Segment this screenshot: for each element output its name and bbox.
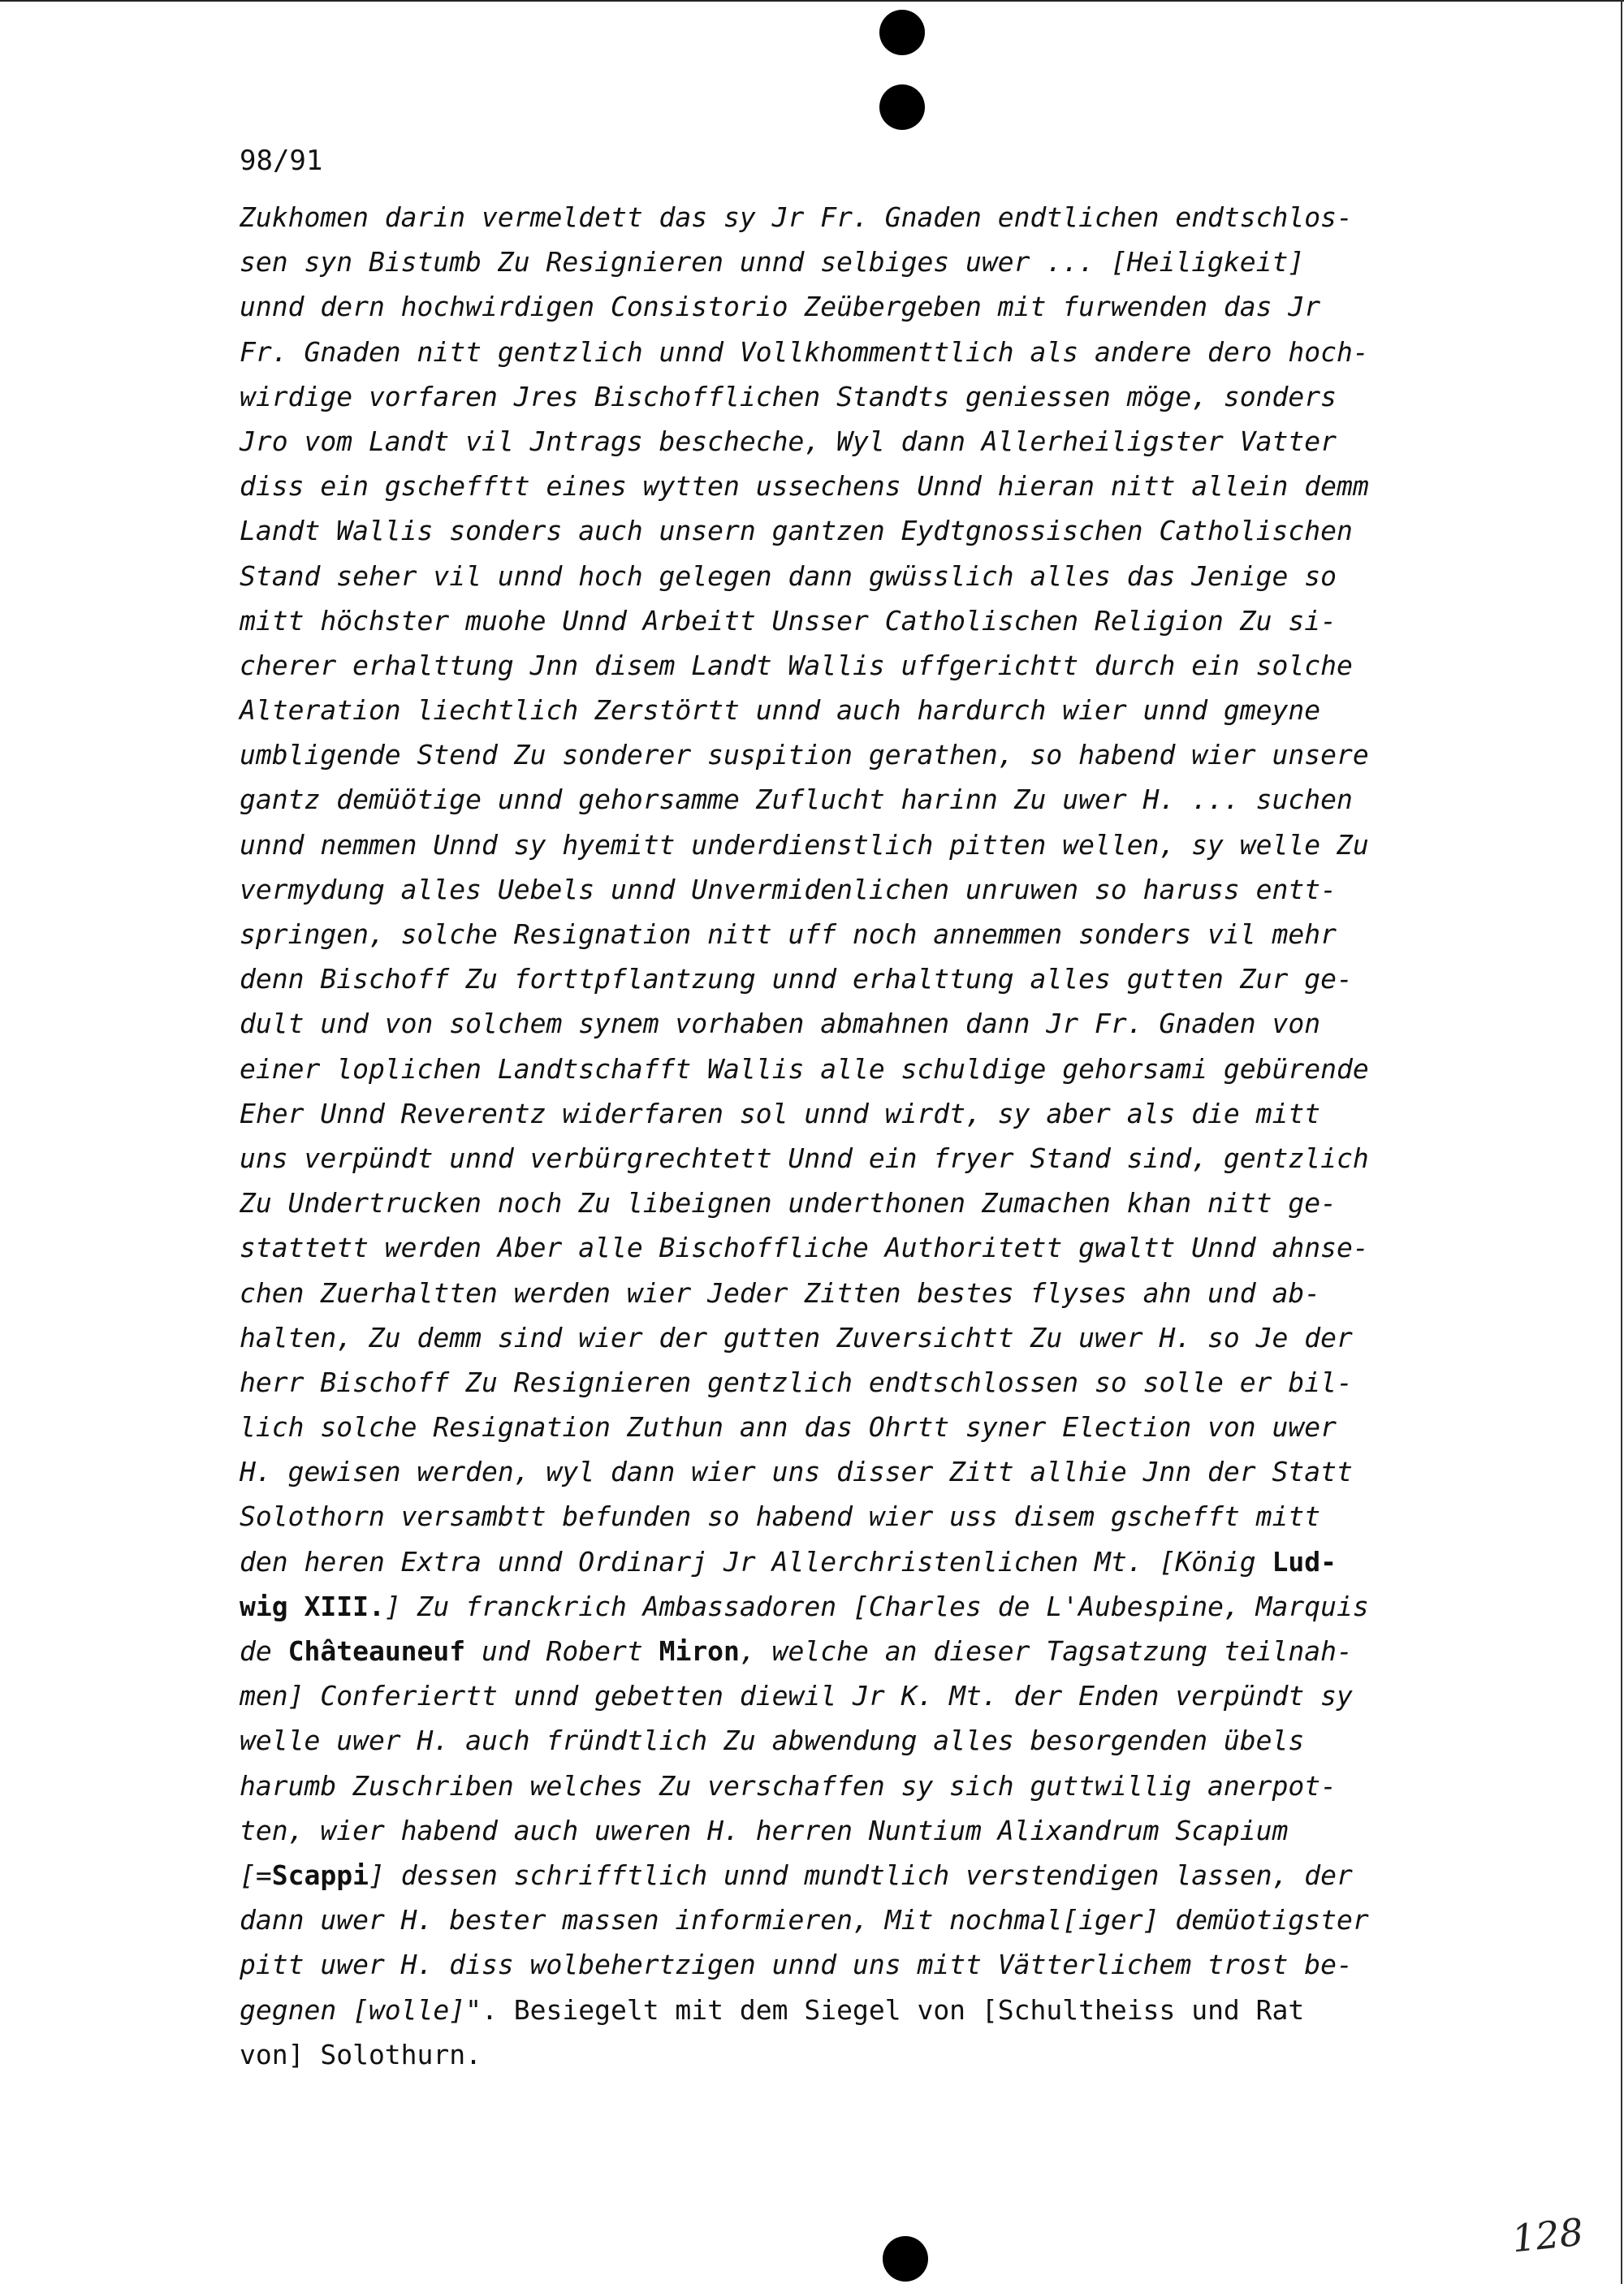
bold-name: wig XIII. xyxy=(240,1590,385,1622)
text-segment: dult und von solchem synem vorhaben abmahnen dann Jr Fr. Gnaden von xyxy=(240,1008,1321,1040)
text-line xyxy=(240,688,1587,732)
text-line xyxy=(240,1942,1587,1987)
text-segment: unnd nemmen Unnd sy hyemitt underdienstlich pitten wellen, sy welle Zu xyxy=(240,828,1369,861)
text-line xyxy=(240,1584,1587,1629)
text-line xyxy=(240,867,1587,912)
text-line xyxy=(240,374,1587,419)
text-segment: von] Solothurn. xyxy=(240,2038,482,2070)
text-segment: Zukhomen darin vermeldett das sy Jr Fr. Gnaden endtlichen endtschlos- xyxy=(240,201,1353,233)
top-border xyxy=(0,0,1624,2)
text-line xyxy=(240,1718,1587,1763)
text-segment: umbligende Stend Zu sonderer suspition gerathen, so habend wier unsere xyxy=(240,739,1369,771)
document-body xyxy=(240,195,1587,2077)
text-line xyxy=(240,1001,1587,1046)
text-line xyxy=(240,1808,1587,1853)
text-line xyxy=(240,1449,1587,1494)
text-line xyxy=(240,912,1587,956)
text-segment: lich solche Resignation Zuthun ann das Ohrtt syner Election von uwer xyxy=(240,1411,1337,1444)
text-segment: Zu Undertrucken noch Zu libeignen underthonen Zumachen khan nitt ge- xyxy=(240,1187,1337,1220)
text-line xyxy=(240,1271,1587,1315)
text-segment: vermydung alles Uebels unnd Unvermidenlichen unruwen so haruss entt- xyxy=(240,873,1337,905)
bold-name: Scappi xyxy=(271,1859,369,1891)
text-segment: halten, Zu demm sind wier der gutten Zuversichtt Zu uwer H. so Je der xyxy=(240,1321,1353,1354)
text-segment: Solothorn versambtt befunden so habend wier uss disem gschefft mitt xyxy=(240,1500,1321,1533)
text-segment: welle uwer H. auch fründtlich Zu abwendung alles besorgenden übels xyxy=(240,1725,1305,1757)
text-segment: denn Bischoff Zu forttpflantzung unnd erhalttung alles gutten Zur ge- xyxy=(240,963,1353,995)
text-line xyxy=(240,1405,1587,1449)
text-segment: chen Zuerhaltten werden wier Jeder Zitten bestes flyses ahn und ab- xyxy=(240,1276,1321,1309)
text-segment: gantz demüötige unnd gehorsamme Zuflucht harinn Zu uwer H. ... suchen xyxy=(240,784,1353,816)
text-line xyxy=(240,1315,1587,1360)
text-segment: Jro vom Landt vil Jntrags bescheche, Wyl dann Allerheiligster Vatter xyxy=(240,425,1337,457)
page-reference: 98/91 xyxy=(240,145,323,177)
text-line xyxy=(240,1853,1587,1898)
text-line xyxy=(240,1136,1587,1181)
text-segment: springen, solche Resignation nitt uff noch annemmen sonders vil mehr xyxy=(240,918,1337,950)
text-segment: stattett werden Aber alle Bischoffliche Authoritett gwaltt Unnd ahnse- xyxy=(240,1232,1369,1264)
bold-name: Lud- xyxy=(1272,1545,1337,1578)
text-segment: cherer erhalttung Jnn disem Landt Wallis uffgerichtt durch ein solche xyxy=(240,649,1353,681)
text-line xyxy=(240,419,1587,464)
text-segment: harumb Zuschriben welches Zu verschaffen sy sich guttwillig anerpot- xyxy=(240,1769,1337,1802)
text-segment: men] Conferiertt unnd gebetten diewil Jr K. Mt. der Enden verpündt sy xyxy=(240,1680,1353,1712)
text-segment: diss ein gschefftt eines wytten ussechens Unnd hieran nitt allein demm xyxy=(240,470,1369,503)
text-line xyxy=(240,1539,1587,1584)
text-segment: H. gewisen werden, wyl dann wier uns disser Zitt allhie Jnn der Statt xyxy=(240,1456,1353,1488)
text-segment: und Robert xyxy=(465,1635,659,1667)
text-segment: herr Bischoff Zu Resignieren gentzlich endtschlossen so solle er bil- xyxy=(240,1366,1353,1398)
text-line xyxy=(240,643,1587,688)
text-line xyxy=(240,1091,1587,1136)
text-line xyxy=(240,732,1587,777)
text-segment: Eher Unnd Reverentz widerfaren sol unnd wirdt, sy aber als die mitt xyxy=(240,1097,1321,1129)
text-segment: unnd dern hochwirdigen Consistorio Zeübergeben mit furwenden das Jr xyxy=(240,291,1321,323)
text-segment: ten, wier habend auch uweren H. herren Nuntium Alixandrum Scapium xyxy=(240,1814,1289,1846)
text-line xyxy=(240,1360,1587,1405)
text-segment: gegnen [wolle] xyxy=(240,1993,466,2026)
text-line xyxy=(240,777,1587,822)
text-segment: , welche an dieser Tagsatzung teilnah- xyxy=(739,1635,1353,1667)
text-line xyxy=(240,195,1587,240)
text-segment: [= xyxy=(240,1859,272,1891)
text-segment: einer loplichen Landtschafft Wallis alle schuldige gehorsami gebürende xyxy=(240,1052,1369,1085)
text-segment: ". Besiegelt mit dem Siegel von [Schultheiss und Rat xyxy=(465,1993,1305,2026)
text-line xyxy=(240,554,1587,598)
text-line xyxy=(240,464,1587,508)
text-segment: de xyxy=(240,1635,288,1667)
text-line xyxy=(240,240,1587,284)
text-line xyxy=(240,508,1587,553)
text-line xyxy=(240,2032,1587,2077)
text-segment: Alteration liechtlich Zerstörtt unnd auch hardurch wier unnd gmeyne xyxy=(240,694,1321,727)
text-segment: ] dessen schrifftlich unnd mundtlich verstendigen lassen, der xyxy=(368,1859,1353,1891)
text-line xyxy=(240,1673,1587,1718)
text-segment: Landt Wallis sonders auch unsern gantzen Eydtgnossischen Catholischen xyxy=(240,515,1353,547)
text-line xyxy=(240,822,1587,867)
punch-hole-second xyxy=(879,84,925,130)
text-line xyxy=(240,330,1587,374)
text-segment: Fr. Gnaden nitt gentzlich unnd Vollkhommenttlich als andere dero hoch- xyxy=(240,335,1369,368)
text-line xyxy=(240,1764,1587,1808)
text-line xyxy=(240,1225,1587,1270)
right-border xyxy=(1621,0,1622,2284)
text-segment: den heren Extra unnd Ordinarj Jr Allerchristenlichen Mt. [König xyxy=(240,1545,1272,1578)
text-segment: uns verpündt unnd verbürgrechtett Unnd ein fryer Stand sind, gentzlich xyxy=(240,1142,1369,1174)
punch-hole-top xyxy=(879,10,925,55)
text-line xyxy=(240,1988,1587,2032)
text-line xyxy=(240,1181,1587,1225)
text-line xyxy=(240,1494,1587,1539)
text-segment: wirdige vorfaren Jres Bischofflichen Standts geniessen möge, sonders xyxy=(240,380,1337,412)
text-segment: pitt uwer H. diss wolbehertzigen unnd uns mitt Vätterlichem trost be- xyxy=(240,1949,1353,1981)
text-line xyxy=(240,1629,1587,1673)
bold-name: Miron xyxy=(659,1635,740,1667)
handwritten-page-number: 128 xyxy=(1510,2209,1586,2261)
text-segment: Stand seher vil unnd hoch gelegen dann gwüsslich alles das Jenige so xyxy=(240,559,1337,592)
text-segment: ] Zu franckrich Ambassadoren [Charles de L'Aubespine, Marquis xyxy=(384,1590,1369,1622)
text-line xyxy=(240,956,1587,1001)
text-segment: dann uwer H. bester massen informieren, Mit nochmal[iger] demüotigster xyxy=(240,1904,1369,1936)
text-line xyxy=(240,598,1587,643)
bold-name: Châteauneuf xyxy=(287,1635,466,1667)
text-line xyxy=(240,284,1587,329)
text-segment: mitt höchster muohe Unnd Arbeitt Unsser Catholischen Religion Zu si- xyxy=(240,604,1337,637)
text-line xyxy=(240,1898,1587,1942)
text-segment: sen syn Bistumb Zu Resignieren unnd selbiges uwer ... [Heiligkeit] xyxy=(240,246,1305,278)
punch-hole-bottom xyxy=(883,2236,928,2282)
text-line xyxy=(240,1047,1587,1091)
